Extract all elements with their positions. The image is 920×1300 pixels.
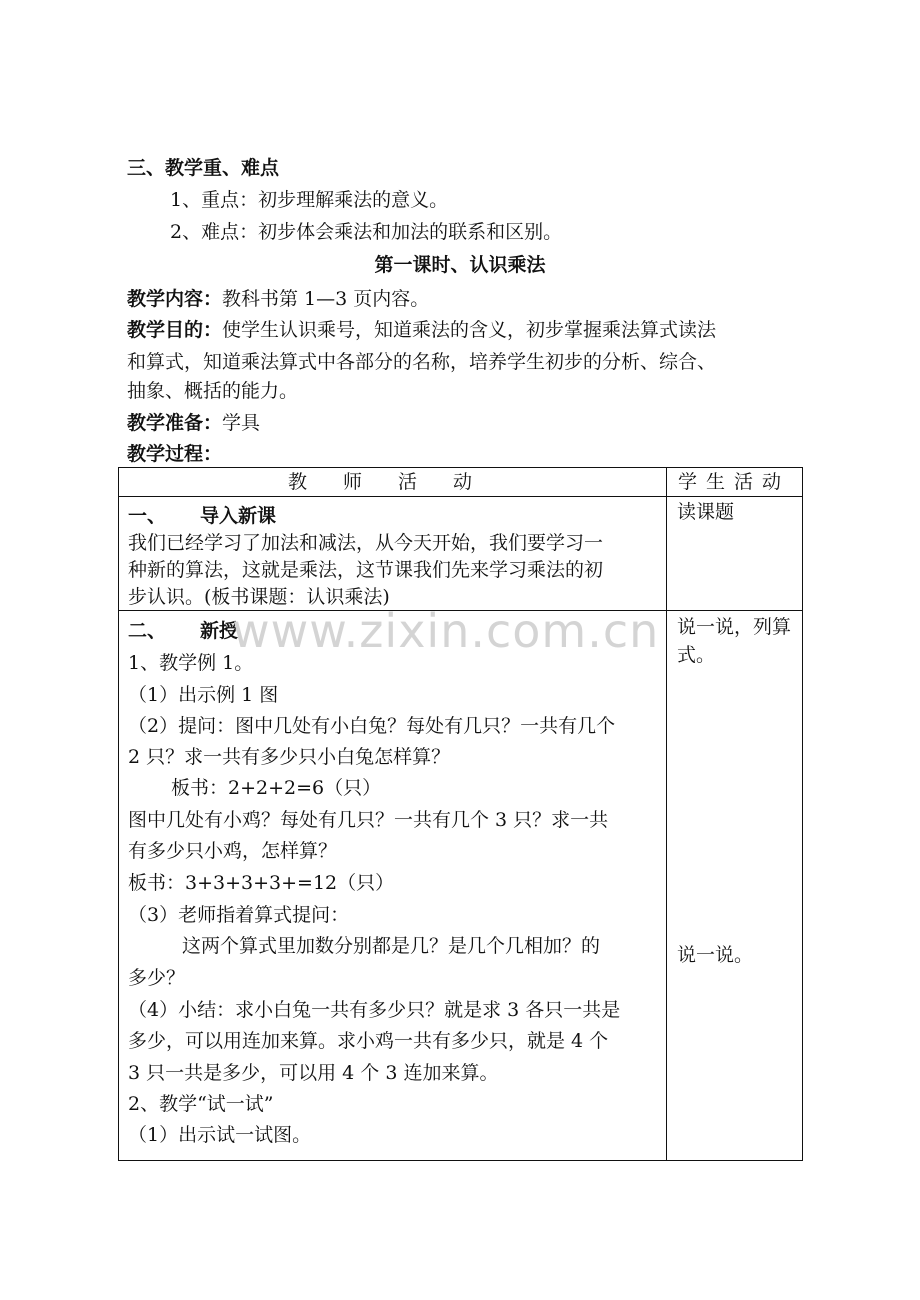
part2-line: （2）提问：图中几处有小白兔？每处有几只？一共有几个: [128, 715, 616, 737]
teaching-aim: [127, 318, 716, 342]
difficulty-text: 2、难点：初步体会乘法和加法的联系和区别。: [170, 221, 563, 243]
part1-title-text: 导入新课: [200, 505, 277, 527]
part2-line: 板书：3+3+3+3+=12（只）: [128, 872, 395, 894]
part2-line: 板书：2+2+2=6（只）: [171, 777, 382, 799]
part1-number: 一、: [128, 505, 167, 527]
part1-line: 步认识。(板书课题：认识乘法): [128, 586, 390, 608]
part1-line: 我们已经学习了加法和减法，从今天开始，我们要学习一: [128, 532, 604, 554]
lesson-table: [118, 467, 803, 1161]
part2-number: 二、: [128, 620, 167, 642]
lesson-title: 第一课时、认识乘法: [374, 254, 546, 276]
part1-line: 种新的算法，这就是乘法，这节课我们先来学习乘法的初: [128, 559, 604, 581]
teaching-aim-line: 抽象、概括的能力。: [127, 380, 299, 402]
part2-student-activity: 式。: [677, 644, 716, 666]
teaching-aim-line: 和算式，知道乘法算式中各部分的名称，培养学生初步的分析、综合、: [127, 351, 717, 373]
part2-line: （1）出示试一试图。: [128, 1124, 312, 1146]
teaching-prep: [127, 411, 260, 435]
part2-line: 这两个算式里加数分别都是几？是几个几相加？的: [182, 935, 601, 957]
part2-line: （3）老师指着算式提问：: [128, 904, 350, 926]
part1-student-activity: 读课题: [677, 501, 735, 523]
teaching-aim-line: 使学生认识乘号，知道乘法的含义，初步掌握乘法算式读法: [222, 319, 717, 341]
part2-line: 3 只一共是多少，可以用 4 个 3 连加来算。: [128, 1062, 499, 1084]
teaching-content-label: 教学内容：: [127, 288, 223, 310]
part2-title: [128, 619, 238, 643]
part2-line: 2 只？求一共有多少只小白兔怎样算？: [128, 746, 451, 768]
part2-line: 多少？: [128, 967, 186, 989]
part1-title: [128, 504, 276, 528]
watermark-text: www.zixin.com.cn: [232, 604, 660, 658]
part2-line: 有多少只小鸡，怎样算？: [128, 840, 338, 862]
header-teacher-activity: 教师活动: [288, 471, 509, 493]
teaching-prep-label: 教学准备：: [127, 412, 223, 434]
table-border: [802, 467, 803, 1161]
part2-line: 2、教学“试一试”: [128, 1093, 274, 1115]
teaching-prep-value: 学具: [222, 412, 261, 434]
part2-line: 多少，可以用连加来算。求小鸡一共有多少只，就是 4 个: [128, 1030, 609, 1052]
table-border: [118, 467, 803, 468]
part2-student-activity: 说一说，列算: [677, 616, 792, 638]
part2-line: （4）小结：求小白兔一共有多少只？就是求 3 各只一共是: [128, 999, 621, 1021]
table-border: [118, 496, 803, 497]
teaching-content: [127, 287, 429, 311]
part2-student-activity: 说一说。: [677, 944, 754, 966]
table-border: [666, 467, 667, 1161]
part2-line: （1）出示例 1 图: [128, 684, 279, 706]
teaching-content-value: 教科书第 1—3 页内容。: [222, 288, 430, 310]
part2-title-text: 新授: [200, 620, 239, 642]
key-point-text: 1、重点：初步理解乘法的意义。: [170, 189, 449, 211]
section-heading: 三、教学重、难点: [127, 157, 280, 179]
teaching-process-label: 教学过程：: [127, 443, 223, 465]
part2-line: 图中几处有小鸡？每处有几只？一共有几个 3 只？求一共: [128, 809, 609, 831]
part2-line: 1、教学例 1。: [128, 652, 254, 674]
header-student-activity: 学生活动: [678, 471, 791, 493]
table-border: [118, 467, 119, 1161]
teaching-aim-label: 教学目的：: [127, 319, 223, 341]
table-border: [118, 1160, 803, 1161]
